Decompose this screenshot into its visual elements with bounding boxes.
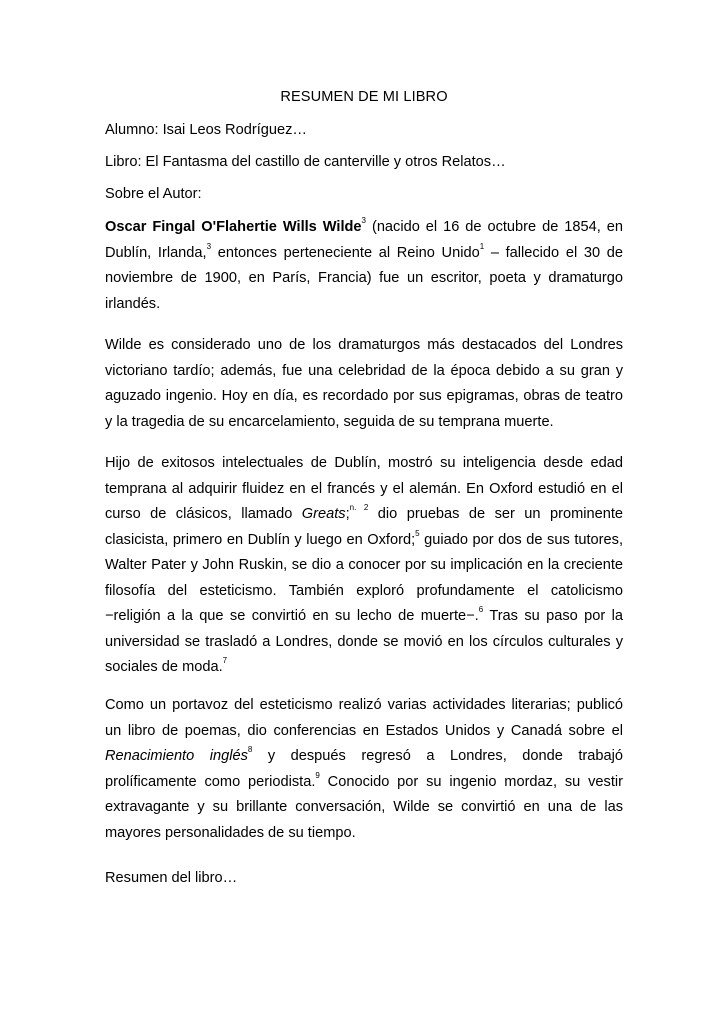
footnote-ref: 8	[247, 745, 253, 755]
about-author-heading: Sobre el Autor:	[105, 186, 202, 202]
footnote-ref: 3	[361, 216, 366, 226]
author-name: Oscar Fingal O'Flahertie Wills Wilde	[105, 219, 362, 235]
aestheticism-paragraph: Como un portavoz del esteticismo realizó varias actividades literarias; publicó un libro de poemas, dio conferencias en Estados Unidos y Canadá sobre el Renacimiento inglés$^8$ y después regresó a Londres, donde trabajó prolíficamente como periodista.$^9$ Conocido por su ingenio mordaz, su vestir extravagante y su brillante conversación, Wilde se convirtió en una de las mayores personalidades de su tiempo.	[105, 697, 623, 841]
footnote-ref: n. 2	[349, 503, 369, 513]
education-paragraph: Hijo de exitosos intelectuales de Dublín, mostró su inteligencia desde edad temprana al adquirir fluidez en el francés y el alemán. En Oxford estudió en el curso de clásicos, llamado Greats;$^{n. 2}$ dio pruebas de ser un prominente clasicista, primero en Dublín y luego en Oxford;$^5$ guiado por dos de sus tutores, Walter Pater y John Ruskin, se dio a conocer por su implicación en la creciente filosofía del esteticismo. También exploró profundamente el catolicismo −religión a la que se convirtió en su lecho de muerte−.$^6$ Tras su paso por la universidad se trasladó a Londres, donde se movió en los círculos culturales y sociales de moda.$^7$	[105, 455, 624, 675]
footnote-ref: 6	[478, 605, 484, 615]
footnote-ref: 3	[206, 241, 212, 251]
renacimiento-term: Renacimiento inglés	[105, 748, 248, 764]
greats-term: Greats	[301, 506, 346, 522]
footnote-ref: 9	[315, 770, 320, 780]
footnote-ref: 5	[415, 528, 420, 538]
author-bio-paragraph: Oscar Fingal O'Flahertie Wills Wilde$^3$ (nacido el 16 de octubre de 1854, en Dublín, Irlanda,$^3$ entonces perteneciente al Reino Unido$^1$ – fallecido el 30 de noviembre de 1900, en París, Francia) fue un escritor, poeta y dramaturgo irlandés.	[105, 216, 623, 312]
footnote-ref: 1	[479, 241, 485, 251]
footnote-ref: 7	[222, 656, 228, 666]
page-title: RESUMEN DE MI LIBRO	[280, 89, 448, 105]
book-summary-heading: Resumen del libro…	[105, 870, 238, 886]
playwright-paragraph: Wilde es considerado uno de los dramaturgos más destacados del Londres victoriano tardío; además, fue una celebridad de la época debido a su gran y aguzado ingenio. Hoy en día, es recordado por sus epigramas, obras de teatro y la tragedia de su encarcelamiento, seguida de su temprana muerte.	[105, 337, 623, 430]
book-line: Libro: El Fantasma del castillo de canterville y otros Relatos…	[105, 154, 506, 170]
student-line: Alumno: Isai Leos Rodríguez…	[105, 122, 307, 138]
